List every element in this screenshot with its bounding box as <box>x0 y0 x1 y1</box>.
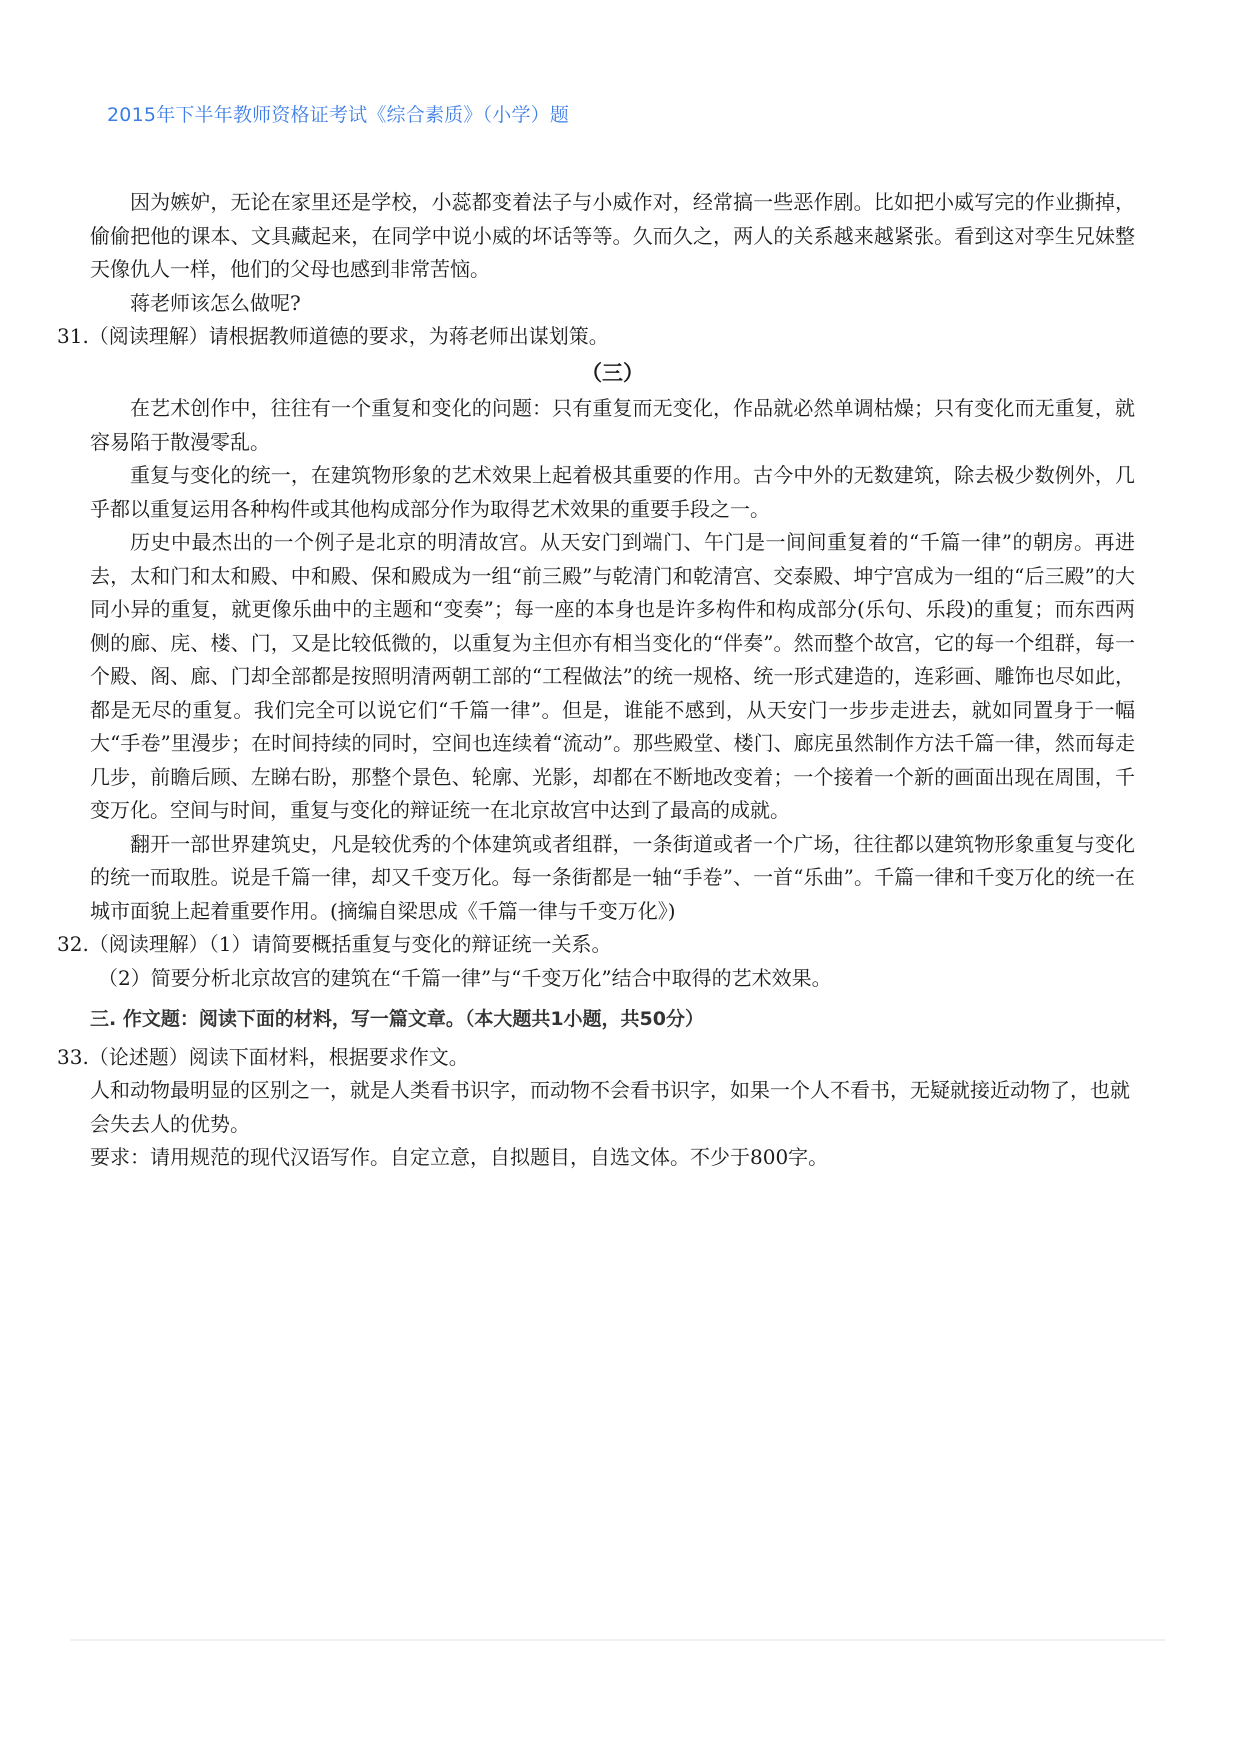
question-32-part-2: （2）简要分析北京故宫的建筑在“千篇一律”与“千变万化”结合中取得的艺术效果。 <box>98 965 832 990</box>
question-31: 31.（阅读理解）请根据教师道德的要求，为蒋老师出谋划策。 <box>57 324 609 348</box>
footer-divider <box>70 1639 1165 1641</box>
reading-paragraph: 重复与变化的统一，在建筑物形象的艺术效果上起着极其重要的作用。古今中外的无数建筑，除去极少数例外，几乎都以重复运用各种构件或其他构成部分作为取得艺术效果的重要手段之一。 <box>90 463 1135 521</box>
section-three-label: （三） <box>581 359 644 385</box>
document-title: 2015年下半年教师资格证考试《综合素质》（小学）题 <box>107 104 570 126</box>
case-question-prompt: 蒋老师该怎么做呢? <box>130 290 301 315</box>
essay-requirement: 要求：请用规范的现代汉语写作。自定立意，自拟题目，自选文体。不少于800字。 <box>90 1145 829 1169</box>
case-paragraph: 因为嫉妒，无论在家里还是学校，小蕊都变着法子与小威作对，经常搞一些恶作剧。比如把小威写完的作业撕掉，偷偷把他的课本、文具藏起来，在同学中说小威的坏话等等。久而久之，两人的关系越来越紧张。看到这对孪生兄妹整天像仇人一样，他们的父母也感到非常苦恼。 <box>90 190 1135 281</box>
reading-paragraph: 翻开一部世界建筑史，凡是较优秀的个体建筑或者组群，一条街道或者一个广场，往往都以建筑物形象重复与变化的统一而取胜。说是千篇一律，却又千变万化。每一条街都是一轴“手卷”、一首“乐曲”。千篇一律和千变万化的统一在城市面貌上起着重要作用。(摘编自梁思成《千篇一律与千变万化》) <box>90 831 1135 923</box>
question-33: 33.（论述题）阅读下面材料，根据要求作文。 <box>57 1044 469 1069</box>
essay-section-heading: 三. 作文题：阅读下面的材料，写一篇文章。（本大题共1小题，共50分） <box>90 1008 704 1030</box>
document-body <box>57 186 1135 1175</box>
reading-paragraph: 历史中最杰出的一个例子是北京的明清故宫。从天安门到端门、午门是一间间重复着的“千篇一律”的朝房。再进去，太和门和太和殿、中和殿、保和殿成为一组“前三殿”与乾清门和乾清宫、交泰殿、坤宁宫成为一组的“后三殿”的大同小异的重复，就更像乐曲中的主题和“变奏”；每一座的本身也是许多构件和构成部分(乐句、乐段)的重复；而东西两侧的廊、庑、楼、门，又是比较低微的，以重复为主但亦有相当变化的“伴奏”。然而整个故宫，它的每一个组群，每一个殿、阁、廊、门却全部都是按照明清两朝工部的“工程做法”的统一规格、统一形式建造的，连彩画、雕饰也尽如此，都是无尽的重复。我们完全可以说它们“千篇一律”。但是，谁能不感到，从天安门一步步走进去，就如同置身于一幅大“手卷”里漫步；在时间持续的同时，空间也连续着“流动”。那些殿堂、楼门、廊庑虽然制作方法千篇一律，然而每走几步，前瞻后顾、左睇右盼，那整个景色、轮廓、光影，却都在不断地改变着；一个接着一个新的画面出现在周围，千变万化。空间与时间，重复与变化的辩证统一在北京故宫中达到了最高的成就。 <box>90 530 1135 822</box>
reading-paragraph: 在艺术创作中，往往有一个重复和变化的问题：只有重复而无变化，作品就必然单调枯燥；只有变化而无重复，就容易陷于散漫零乱。 <box>90 396 1135 454</box>
question-32-part-1: 32.（阅读理解）（1）请简要概括重复与变化的辩证统一关系。 <box>57 932 612 956</box>
essay-material: 人和动物最明显的区别之一，就是人类看书识字，而动物不会看书识字，如果一个人不看书，无疑就接近动物了，也就会失去人的优势。 <box>90 1078 1130 1136</box>
